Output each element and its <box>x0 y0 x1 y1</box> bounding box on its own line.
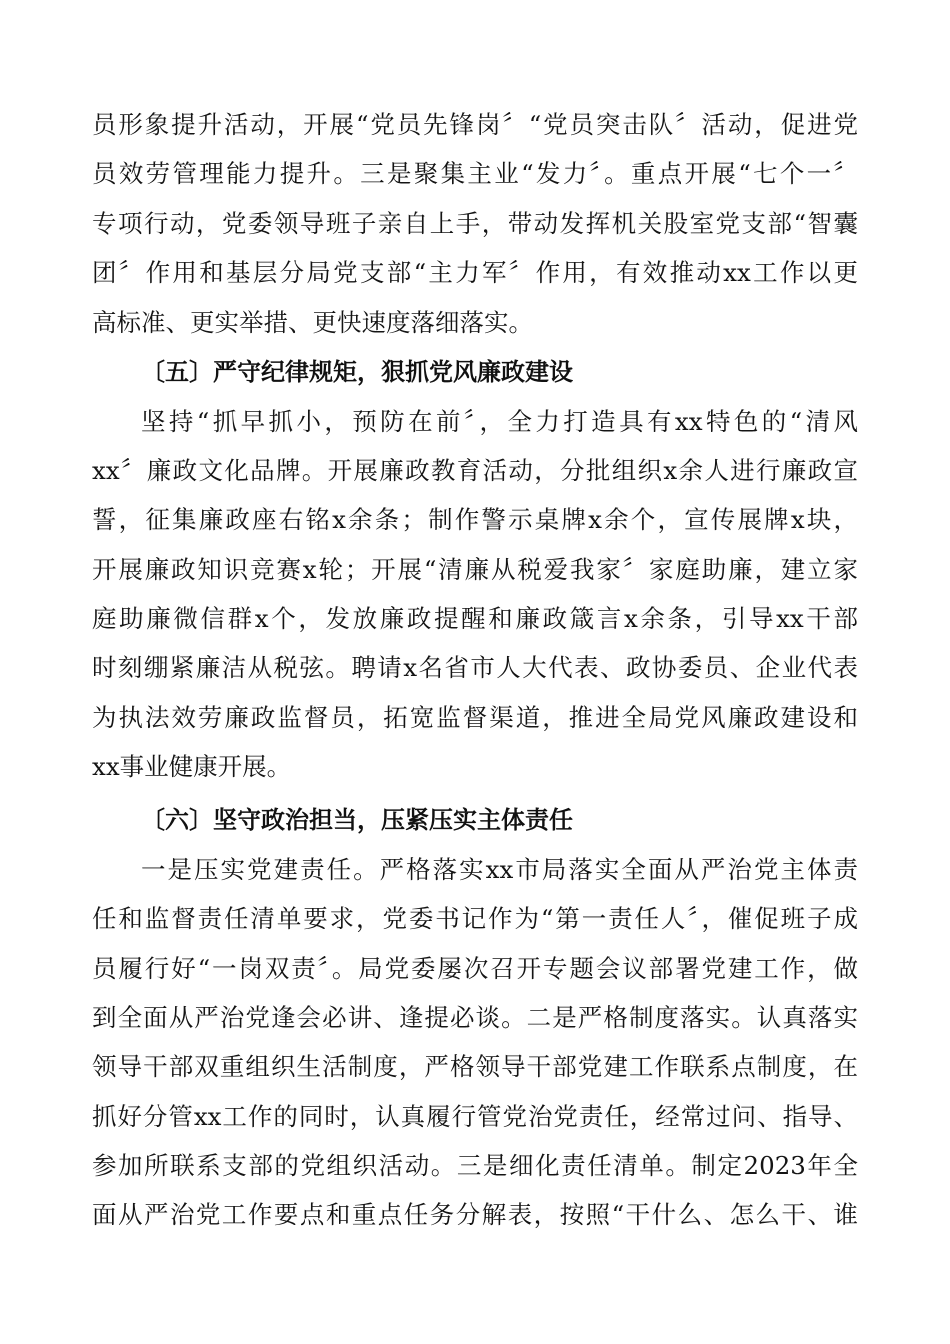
paragraph-line: xx事业健康开展。 <box>92 752 292 781</box>
paragraph-line: 任和监督责任清单要求，党委书记作为“第一责任人〞，催促班子成 <box>92 904 858 933</box>
paragraph-line: 团〞作用和基层分局党支部“主力军〞作用，有效推动xx工作以更 <box>92 258 858 287</box>
paragraph-line: 开展廉政知识竞赛x轮；开展“清廉从税爱我家〞家庭助廉，建立家 <box>92 555 858 584</box>
paragraph-line: 面从严治党工作要点和重点任务分解表，按照“干什么、怎么干、谁 <box>92 1200 858 1229</box>
paragraph-line: 高标准、更实举措、更快速度落细落实。 <box>92 308 533 337</box>
paragraph-line: 员效劳管理能力提升。三是聚集主业“发力〞。重点开展“七个一〞 <box>92 159 858 188</box>
paragraph-line: 到全面从严治党逢会必讲、逢提必谈。二是严格制度落实。认真落实 <box>92 1003 858 1032</box>
paragraph-line: 领导干部双重组织生活制度，严格领导干部党建工作联系点制度，在 <box>92 1052 858 1081</box>
paragraph-line: 为执法效劳廉政监督员，拓宽监督渠道，推进全局党风廉政建设和 <box>92 703 858 732</box>
paragraph-line: 参加所联系支部的党组织活动。三是细化责任清单。制定2023年全 <box>92 1151 858 1180</box>
paragraph-line: 坚持“抓早抓小，预防在前〞，全力打造具有xx特色的“清风 <box>141 407 858 436</box>
paragraph-line: xx〞廉政文化品牌。开展廉政教育活动，分批组织x余人进行廉政宣 <box>92 456 858 485</box>
paragraph-line: 专项行动，党委领导班子亲自上手，带动发挥机关股室党支部“智囊 <box>92 209 858 238</box>
paragraph-line: 员形象提升活动，开展“党员先锋岗〞“党员突击队〞活动，促进党 <box>92 110 858 139</box>
paragraph-line: 抓好分管xx工作的同时，认真履行管党治党责任，经常过问、指导、 <box>92 1102 858 1131</box>
section-heading-5: 〔五〕严守纪律规矩，狠抓党风廉政建设 <box>141 358 573 386</box>
paragraph-line: 时刻绷紧廉洁从税弦。聘请x名省市人大代表、政协委员、企业代表 <box>92 653 858 682</box>
section-heading-6: 〔六〕坚守政治担当，压紧压实主体责任 <box>141 806 573 834</box>
paragraph-line: 誓，征集廉政座右铭x余条；制作警示桌牌x余个，宣传展牌x块， <box>92 505 858 534</box>
paragraph-line: 一是压实党建责任。严格落实xx市局落实全面从严治党主体责 <box>141 855 858 884</box>
paragraph-line: 员履行好“一岗双责〞。局党委屡次召开专题会议部署党建工作，做 <box>92 954 858 983</box>
paragraph-line: 庭助廉微信群x个，发放廉政提醒和廉政箴言x余条，引导xx干部 <box>92 604 858 633</box>
